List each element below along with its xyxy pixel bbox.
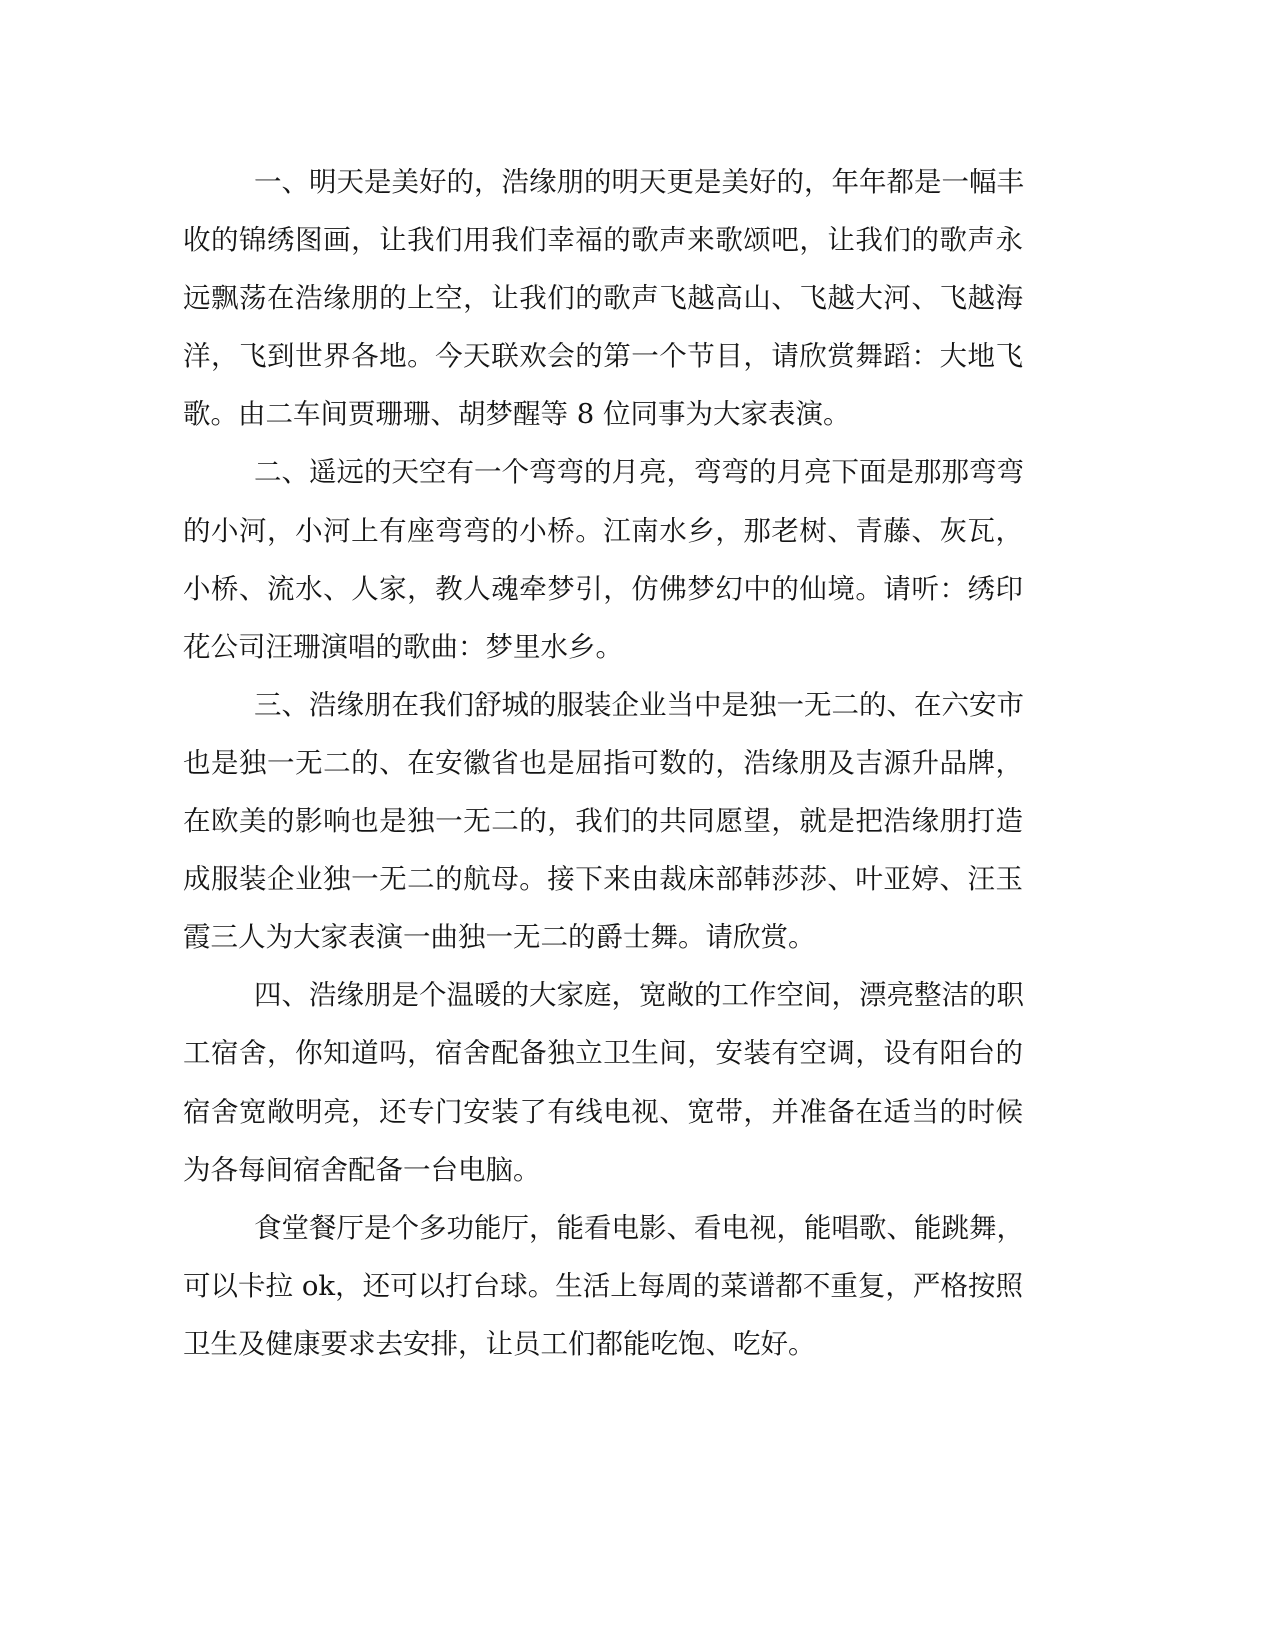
text-line: 花公司汪珊演唱的歌曲：梦里水乡。 [183,630,623,663]
text-line: 工宿舍，你知道吗，宿舍配备独立卫生间，安装有空调，设有阳台的 [183,1037,1023,1070]
text-line: 的小河，小河上有座弯弯的小桥。江南水乡，那老树、青藤、灰瓦， [183,514,1023,547]
text-line: 洋，飞到世界各地。今天联欢会的第一个节目，请欣赏舞蹈：大地飞 [183,340,1023,373]
text-line: 可以卡拉 ok，还可以打台球。生活上每周的菜谱都不重复，严格按照 [183,1269,1023,1302]
text-line: 宿舍宽敞明亮，还专门安装了有线电视、宽带，并准备在适当的时候 [183,1095,1023,1128]
paragraph-5 [183,1199,1023,1373]
text-line: 也是独一无二的、在安徽省也是屈指可数的，浩缘朋及吉源升品牌， [183,746,1023,779]
text-line: 四、浩缘朋是个温暖的大家庭，宽敞的工作空间，漂亮整洁的职 [254,979,1024,1012]
paragraph-4 [183,966,1023,1198]
paragraph-3 [183,676,1023,966]
text-line: 食堂餐厅是个多功能厅，能看电影、看电视，能唱歌、能跳舞， [254,1211,1024,1244]
text-line: 一、明天是美好的，浩缘朋的明天更是美好的，年年都是一幅丰 [254,166,1024,198]
text-line: 二、遥远的天空有一个弯弯的月亮，弯弯的月亮下面是那那弯弯 [254,456,1024,489]
paragraph-1 [183,153,1023,443]
text-line: 为各每间宿舍配备一台电脑。 [183,1153,541,1186]
text-line: 卫生及健康要求去安排，让员工们都能吃饱、吃好。 [183,1327,816,1360]
text-line: 三、浩缘朋在我们舒城的服装企业当中是独一无二的、在六安市 [254,688,1024,721]
text-line: 成服装企业独一无二的航母。接下来由裁床部韩莎莎、叶亚婷、汪玉 [183,863,1023,896]
document-body [183,153,1023,1373]
paragraph-2 [183,443,1023,675]
text-line: 小桥、流水、人家，教人魂牵梦引，仿佛梦幻中的仙境。请听：绣印 [183,572,1023,605]
text-line: 收的锦绣图画，让我们用我们幸福的歌声来歌颂吧，让我们的歌声永 [183,224,1023,257]
text-line: 霞三人为大家表演一曲独一无二的爵士舞。请欣赏。 [183,921,816,954]
text-line: 歌。由二车间贾珊珊、胡梦醒等 8 位同事为大家表演。 [183,398,851,431]
text-line: 远飘荡在浩缘朋的上空，让我们的歌声飞越高山、飞越大河、飞越海 [183,282,1023,315]
text-line: 在欧美的影响也是独一无二的，我们的共同愿望，就是把浩缘朋打造 [183,805,1023,838]
